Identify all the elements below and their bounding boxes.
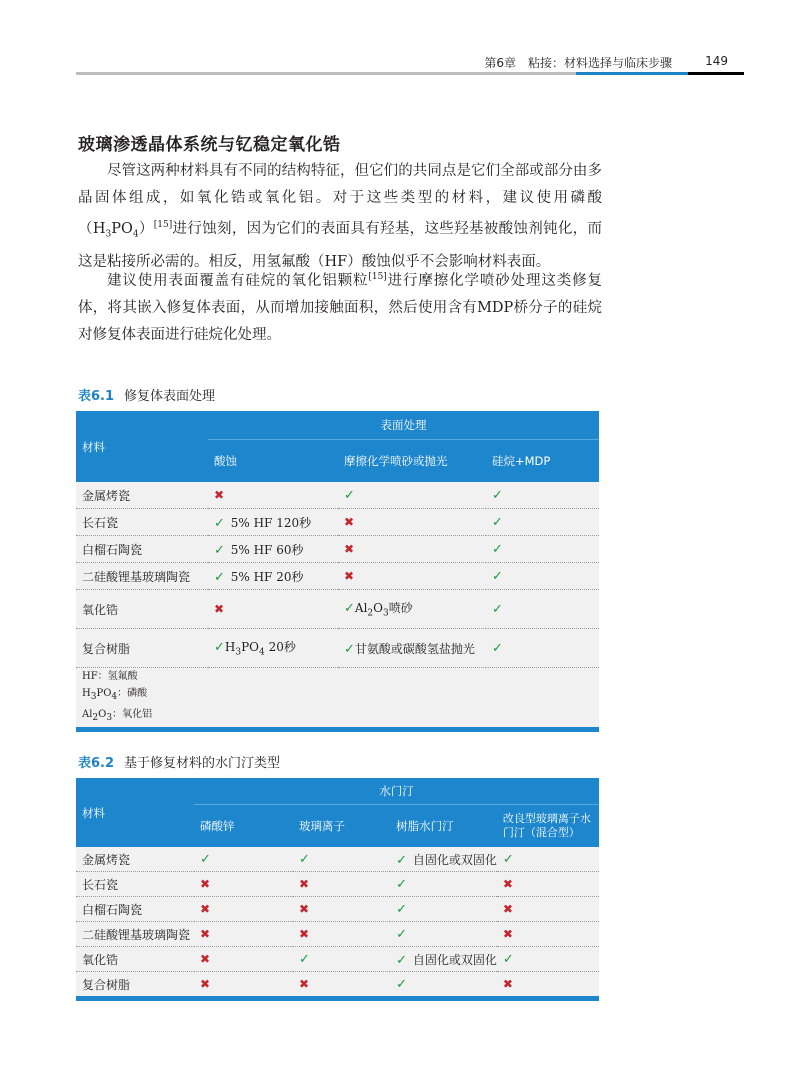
table-row: 氧化锆 ✖ $✓Al_2O_3$喷砂 ✓ xyxy=(76,590,599,629)
header-rule-black xyxy=(688,72,744,75)
check-icon: ✓ xyxy=(492,541,503,557)
cross-icon: ✖ xyxy=(199,977,211,991)
table2-caption: 表6.2 基于修复材料的水门汀类型 xyxy=(78,756,281,771)
table-cement-types xyxy=(76,778,599,1001)
column-header: 硅烷+MDP xyxy=(486,440,599,483)
check-icon: ✓ xyxy=(396,876,407,892)
column-header-material: 材料 xyxy=(76,778,194,847)
column-header: 磷酸锌 xyxy=(194,805,293,848)
check-icon: ✓ xyxy=(199,851,211,867)
cross-icon: ✖ xyxy=(502,927,513,941)
check-icon: ✓ xyxy=(214,569,225,585)
check-icon: ✓ xyxy=(396,926,407,942)
cross-icon: ✖ xyxy=(344,542,355,556)
check-icon: ✓ xyxy=(502,951,514,967)
check-icon: ✓ xyxy=(396,901,407,917)
check-icon: ✓ xyxy=(344,601,355,617)
check-icon: ✓ xyxy=(344,641,355,657)
table-notes xyxy=(76,668,599,730)
table-row: 金属烤瓷 ✖ ✓ ✓ xyxy=(76,482,599,509)
cross-icon: ✖ xyxy=(344,569,355,583)
cross-icon: ✖ xyxy=(199,952,211,966)
table-row: 复合树脂 ✖ ✖ ✓ ✖ xyxy=(76,972,599,999)
citation: [15] xyxy=(368,272,387,282)
cross-icon: ✖ xyxy=(502,877,513,891)
check-icon: ✓ xyxy=(214,542,225,558)
chapter-title: 第6章 粘接：材料选择与临床步骤 xyxy=(484,56,672,70)
column-group-header: 表面处理 xyxy=(208,411,599,440)
table-row: 白榴石陶瓷 ✓ 5% HF 60秒 ✖ ✓ xyxy=(76,536,599,563)
column-header: 酸蚀 xyxy=(208,440,338,483)
table-row: 长石瓷 ✓ 5% HF 120秒 ✖ ✓ xyxy=(76,509,599,536)
table-row: 白榴石陶瓷 ✖ ✖ ✓ ✖ xyxy=(76,897,599,922)
cross-icon: ✖ xyxy=(344,515,355,529)
check-icon: ✓ xyxy=(299,851,310,867)
header-rule-gray xyxy=(76,72,576,75)
cross-icon: ✖ xyxy=(299,902,310,916)
column-header: 树脂水门汀 xyxy=(390,805,497,848)
header-rule-blue xyxy=(576,72,688,75)
column-header: 摩擦化学喷砂或抛光 xyxy=(338,440,486,483)
check-icon: ✓ xyxy=(396,852,407,868)
table-row: 氧化锆 ✖ ✓ ✓ 自固化或双固化 ✓ xyxy=(76,947,599,972)
check-icon: ✓ xyxy=(502,851,514,867)
cross-icon: ✖ xyxy=(214,488,225,502)
check-icon: ✓ xyxy=(492,487,503,503)
note-al2o3: $Al_2O_3$：氧化铝 xyxy=(82,709,153,723)
table1-caption: 表6.1 修复体表面处理 xyxy=(78,389,216,404)
check-icon: ✓ xyxy=(214,515,225,531)
column-header: 改良型玻璃离子水门汀（混合型） xyxy=(497,805,599,848)
column-group-header: 水门汀 xyxy=(194,778,599,805)
check-icon: ✓ xyxy=(214,640,225,656)
check-icon: ✓ xyxy=(492,601,503,617)
page-number: 149 xyxy=(705,54,728,68)
note-hf: HF：氢氟酸 xyxy=(82,671,138,682)
cross-icon: ✖ xyxy=(199,927,211,941)
citation: [15] xyxy=(153,220,173,230)
check-icon: ✓ xyxy=(492,568,503,584)
cross-icon: ✖ xyxy=(199,902,211,916)
column-header-material: 材料 xyxy=(76,411,208,482)
cross-icon: ✖ xyxy=(299,977,310,991)
cross-icon: ✖ xyxy=(502,902,513,916)
cross-icon: ✖ xyxy=(299,877,310,891)
table-row: 长石瓷 ✖ ✖ ✓ ✖ xyxy=(76,872,599,897)
table-row: 二硅酸锂基玻璃陶瓷 ✓ 5% HF 20秒 ✖ ✓ xyxy=(76,563,599,590)
paragraph-2: 建议使用表面覆盖有硅烷的氧化铝颗粒[15]进行摩擦化学喷砂处理这类修复体，将其嵌入修复体表面，从而增加接触面积，然后使用含有MDP桥分子的硅烷对修复体表面进行硅烷化处理。 xyxy=(78,272,603,343)
check-icon: ✓ xyxy=(396,976,407,992)
paragraph-1: 尽管这两种材料具有不同的结构特征，但它们的共同点是它们全部或部分由多晶固体组成，如氧化锆或氧化铝。对于这些类型的材料，建议使用磷酸$(H_3PO_4)[15]$进行蚀刻，因为它们的表面具有羟基，这些羟基被酸蚀剂钝化，而这是粘接所必需的。相反，用氢氟酸（HF）酸蚀似乎不会影响材料表面。 xyxy=(78,163,602,270)
check-icon: ✓ xyxy=(396,952,407,968)
cross-icon: ✖ xyxy=(502,977,513,991)
cross-icon: ✖ xyxy=(199,877,211,891)
cross-icon: ✖ xyxy=(299,927,310,941)
table-surface-treatment xyxy=(76,411,599,732)
check-icon: ✓ xyxy=(492,514,503,530)
table-row: 二硅酸锂基玻璃陶瓷 ✖ ✖ ✓ ✖ xyxy=(76,922,599,947)
check-icon: ✓ xyxy=(492,640,503,656)
section-title: 玻璃渗透晶体系统与钇稳定氧化锆 xyxy=(78,135,341,155)
check-icon: ✓ xyxy=(299,951,310,967)
table-row: 金属烤瓷 ✓ ✓ ✓ 自固化或双固化 ✓ xyxy=(76,847,599,872)
table-row: 复合树脂 $✓H_3PO_4$ 20秒 ✓甘氨酸或碳酸氢盐抛光 ✓ xyxy=(76,629,599,668)
column-header: 玻璃离子 xyxy=(293,805,390,848)
check-icon: ✓ xyxy=(344,487,355,503)
note-h3po4: $H_3PO_4$：磷酸 xyxy=(82,688,148,702)
cross-icon: ✖ xyxy=(214,602,225,616)
